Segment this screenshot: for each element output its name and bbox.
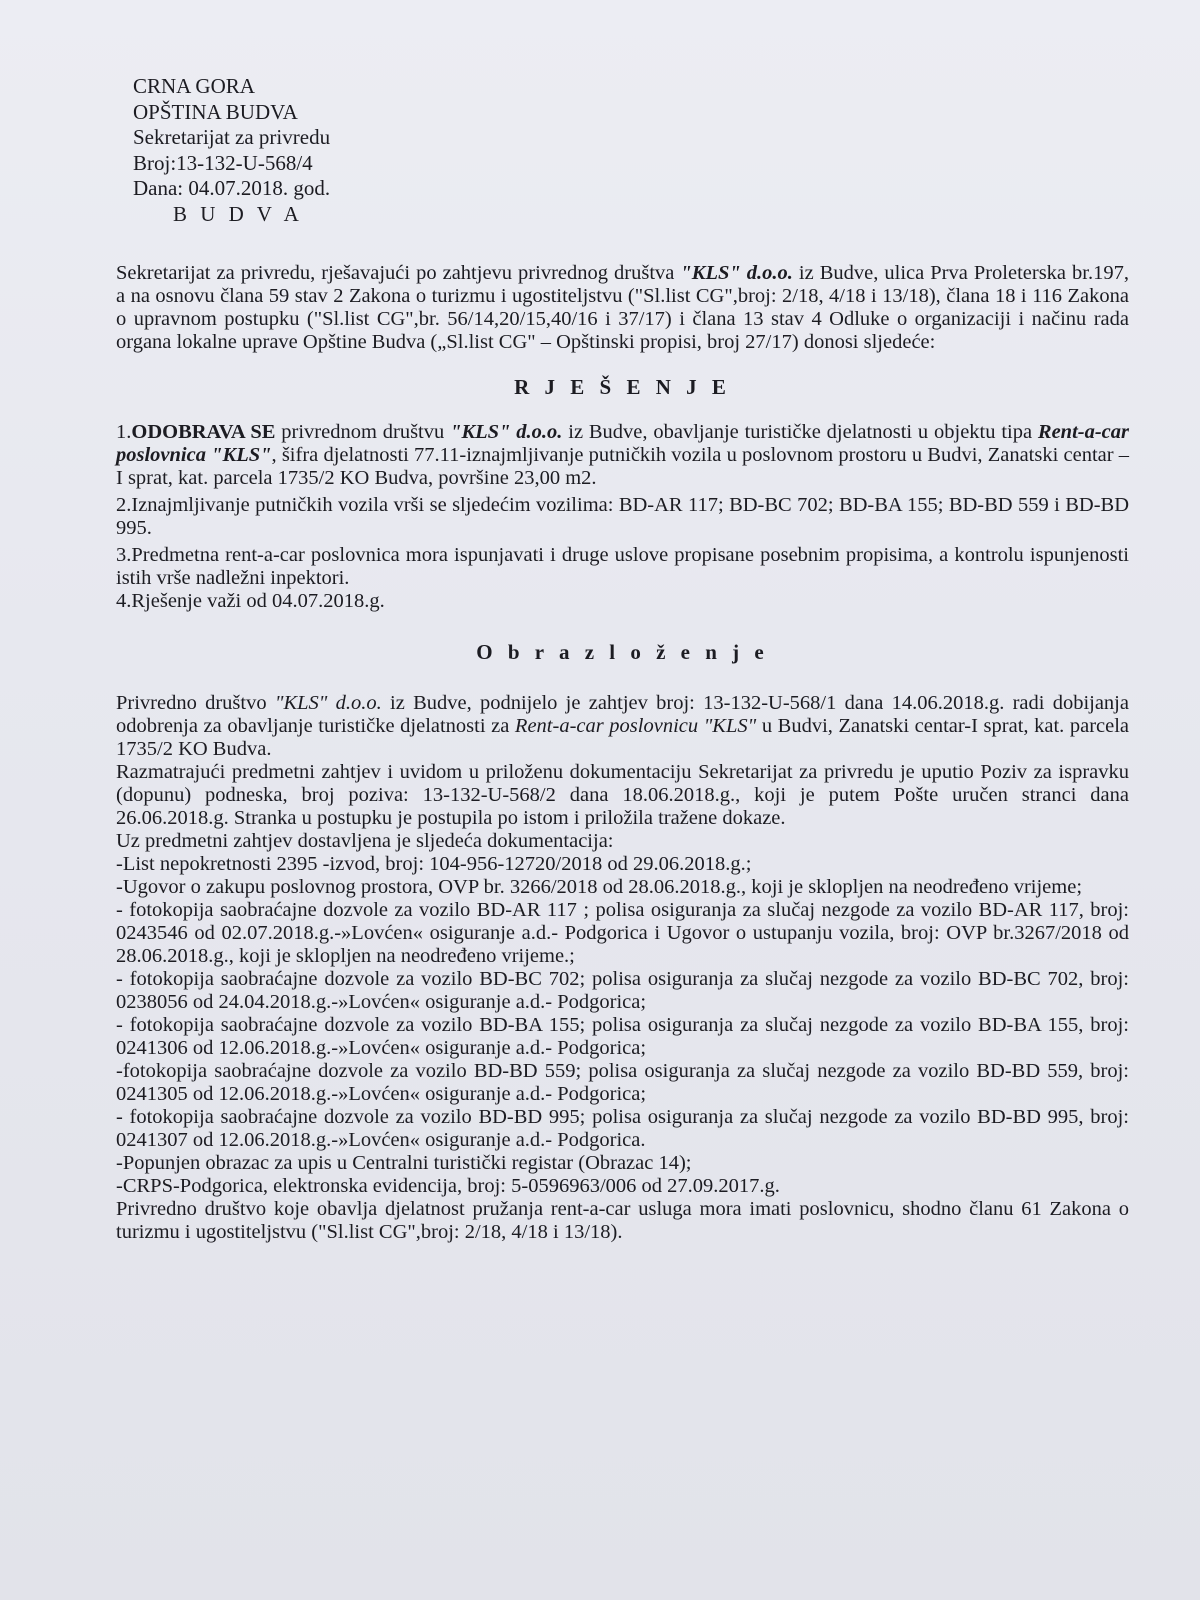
list-item: - fotokopija saobraćajne dozvole za vozilo BD-BA 155; polisa osiguranja za slučaj nezgode za vozilo BD-BA 155, broj: 0241306 od 12.06.2018.g.-»Lovćen« osiguranje a.d.- Podgorica; [116, 1014, 1129, 1059]
reasoning-paragraph-3: Uz predmetni zahtjev dostavljena je sljedeća dokumentacija: [116, 830, 614, 852]
document-body [116, 262, 1129, 1244]
country-name: CRNA GORA [133, 74, 255, 98]
list-item: -CRPS-Podgorica, elektronska evidencija, broj: 5-0596963/006 od 27.09.2017.g. [116, 1175, 780, 1197]
list-item: -List nepokretnosti 2395 -izvod, broj: 104-956-12720/2018 od 29.06.2018.g.; [116, 853, 752, 875]
decision-item-3: 3.Predmetna rent-a-car poslovnica mora ispunjavati i druge uslove propisane posebnim propisima, a kontrolu ispunjenosti istih vrše nadležni inpektori. [116, 544, 1129, 589]
reasoning-text-a: Privredno društvo [116, 692, 275, 714]
document-header [133, 74, 330, 227]
list-item: -fotokopija saobraćajne dozvole za vozilo BD-BD 559; polisa osiguranja za slučaj nezgode za vozilo BD-BD 559, broj: 0241305 od 12.06.2018.g.-»Lovćen« osiguranje a.d.- Podgorica; [116, 1060, 1129, 1105]
department-name: Sekretarijat za privredu [133, 125, 331, 149]
documentation-list [116, 853, 1129, 1198]
decision-item-1-object: Rent-a-car poslovnica "KLS" [116, 421, 1129, 466]
reasoning-company: "KLS" d.o.o. [274, 692, 382, 714]
decision-item-1-bold: ODOBRAVA SE [131, 421, 276, 443]
decision-item-1-text-a: privrednom društvu [275, 421, 451, 443]
reasoning-paragraph-4: Privredno društvo koje obavlja djelatnost pružanja rent-a-car usluga mora imati poslovnicu, shodno članu 61 Zakona o turizmu i ugostiteljstvu ("Sl.list CG",broj: 2/18, 4/18 i 13/18). [116, 1198, 1129, 1243]
intro-paragraph [116, 262, 1129, 354]
list-item: - fotokopija saobraćajne dozvole za vozilo BD-AR 117 ; polisa osiguranja za slučaj nezgode za vozilo BD-AR 117, broj: 0243546 od 02.07.2018.g.-»Lovćen« osiguranje a.d.- Podgorica i Ugovor o ustupanju vozila, broj: OVP br.3267/2018 od 28.06.2018.g., koji je sklopljen na neodređeno vrijeme.; [116, 899, 1129, 967]
reasoning-object: Rent-a-car poslovnicu "KLS" [514, 715, 757, 737]
intro-company: "KLS" d.o.o. [680, 262, 793, 284]
document-date: Dana: 04.07.2018. god. [133, 176, 331, 200]
reasoning-title: O b r a z l o ž e n j e [476, 640, 769, 664]
decision-item-2: 2.Iznajmljivanje putničkih vozila vrši se sljedećim vozilima: BD-AR 117; BD-BC 702; BD-BA 155; BD-BD 559 i BD-BD 995. [116, 494, 1129, 539]
list-item: - fotokopija saobraćajne dozvole za vozilo BD-BC 702; polisa osiguranja za slučaj nezgode za vozilo BD-BC 702, broj: 0238056 od 24.04.2018.g.-»Lovćen« osiguranje a.d.- Podgorica; [116, 968, 1129, 1013]
list-item: - fotokopija saobraćajne dozvole za vozilo BD-BD 995; polisa osiguranja za slučaj nezgode za vozilo BD-BD 995, broj: 0241307 od 12.06.2018.g.-»Lovćen« osiguranje a.d.- Podgorica. [116, 1106, 1129, 1151]
document-city: B U D V A [173, 201, 303, 226]
document-number: Broj:13-132-U-568/4 [133, 150, 313, 175]
list-item: -Popunjen obrazac za upis u Centralni turistički registar (Obrazac 14); [116, 1152, 692, 1174]
reasoning-text-c: u Budvi, Zanatski centar-I sprat, kat. parcela 1735/2 KO Budva. [116, 715, 1130, 760]
reasoning-paragraph-1 [116, 692, 1129, 761]
decision-item-1-number: 1. [116, 421, 132, 443]
decision-item-1-text-b: iz Budve, obavljanje turističke djelatnosti u objektu tipa [562, 421, 1038, 443]
decision-item-1-company: "KLS" d.o.o. [450, 421, 563, 443]
decision-title: R J E Š E N J E [514, 375, 731, 399]
municipality-name: OPŠTINA BUDVA [133, 99, 298, 124]
list-item: -Ugovor o zakupu poslovnog prostora, OVP br. 3266/2018 od 28.06.2018.g., koji je sklopljen na neodređeno vrijeme; [116, 876, 1083, 898]
reasoning-text-b: iz Budve, podnijelo je zahtjev broj: 13-132-U-568/1 dana 14.06.2018.g. radi dobijanja odobrenja za obavljanje turističke djelatnosti za [116, 692, 1129, 737]
intro-text-a: Sekretarijat za privredu, rješavajući po zahtjevu privrednog društva [116, 262, 681, 284]
decision-item-1 [116, 421, 1129, 490]
decision-item-4: 4.Rješenje važi od 04.07.2018.g. [116, 590, 385, 612]
decision-item-1-text-c: , šifra djelatnosti 77.11-iznajmljivanje putničkih vozila u poslovnom prostoru u Budvi, Zanatski centar –I sprat, kat. parcela 1735/2 KO Budva, površine 23,00 m2. [116, 444, 1129, 489]
intro-text-b: iz Budve, ulica Prva Proleterska br.197, a na osnovu člana 59 stav 2 Zakona o turizmu i ugostiteljstvu ("Sl.list CG",broj: 2/18, 4/18 i 13/18), člana 18 i 116 Zakona o upravnom postupku ("Sl.list CG",br. 56/14,20/15,40/16 i 37/17) i člana 13 stav 4 Odluke o organizaciji i načinu rada organa lokalne uprave Opštine Budva („Sl.list CG" – Opštinski propisi, broj 27/17) donosi sljedeće: [116, 262, 1129, 353]
reasoning-paragraph-2: Razmatrajući predmetni zahtjev i uvidom u priloženu dokumentaciju Sekretarijat za privredu je uputio Poziv za ispravku (dopunu) podneska, broj poziva: 13-132-U-568/2 dana 18.06.2018.g., koji je putem Pošte uručen stranci dana 26.06.2018.g. Stranka u postupku je postupila po istom i priložila tražene dokaze. [116, 761, 1129, 829]
